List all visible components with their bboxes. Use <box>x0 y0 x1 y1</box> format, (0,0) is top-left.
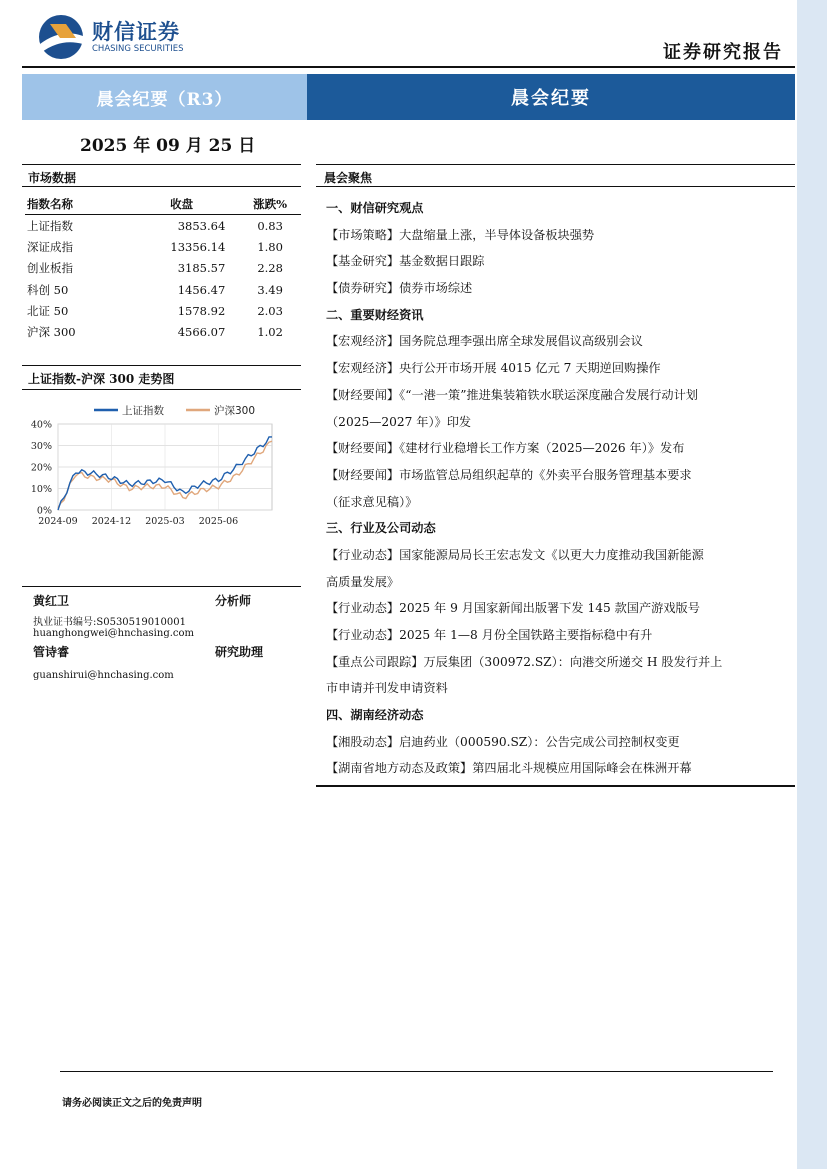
table-row <box>25 236 301 257</box>
analyst-role: 分析师 <box>215 594 252 608</box>
report-band-right: 晨会纪要 <box>307 74 795 120</box>
logo-mark-icon <box>36 14 86 60</box>
logo-text-en: CHASING SECURITIES <box>92 44 184 54</box>
y-tick-label: 30% <box>30 441 52 452</box>
analyst-cert: 执业证书编号:S0530519010001 <box>33 617 186 628</box>
market-rule-bottom <box>22 186 301 187</box>
col-header-change: 涨跌% <box>253 196 288 211</box>
table-row <box>25 321 301 342</box>
x-tick-label: 2024-12 <box>91 516 132 527</box>
table-row <box>25 215 301 237</box>
focus-rule-bottom <box>316 186 795 187</box>
index-name: 沪深 300 <box>27 325 76 340</box>
focus-heading: 二、重要财经资讯 <box>326 307 424 322</box>
assistant-role: 研究助理 <box>215 645 264 659</box>
focus-item: （征求意见稿）》 <box>326 494 418 509</box>
header-divider <box>22 66 795 68</box>
focus-item: 【行业动态】2025 年 1—8 月份全国铁路主要指标稳中有升 <box>326 628 653 642</box>
focus-heading: 三、行业及公司动态 <box>326 521 436 536</box>
trend-chart <box>24 398 302 528</box>
side-decoration-strip <box>797 0 827 1169</box>
footer-divider <box>60 1071 773 1072</box>
legend-label: 上证指数 <box>122 405 164 417</box>
legend-label: 沪深300 <box>214 405 256 417</box>
focus-rule-end <box>316 785 795 787</box>
index-close: 3185.57 <box>177 261 226 276</box>
index-name: 深证成指 <box>27 239 73 254</box>
focus-rule-top <box>316 164 795 165</box>
focus-item: 【宏观经济】国务院总理李强出席全球发展倡议高级别会议 <box>326 334 643 349</box>
market-table-header <box>25 193 301 215</box>
focus-item: 【财经要闻】市场监管总局组织起草的《外卖平台服务管理基本要求 <box>326 467 692 482</box>
index-change: 3.49 <box>257 282 283 297</box>
focus-item: 【市场策略】大盘缩量上涨，半导体设备板块强势 <box>326 227 595 242</box>
table-row <box>25 300 301 321</box>
table-row <box>25 279 301 300</box>
index-close: 1456.47 <box>177 282 226 297</box>
disclaimer-note: 请务必阅读正文之后的免责声明 <box>62 1098 202 1109</box>
company-logo <box>36 14 196 60</box>
focus-item: 【财经要闻】《建材行业稳增长工作方案（2025—2026 年）》发布 <box>326 441 685 456</box>
focus-item: 【行业动态】国家能源局局长王宏志发文《以更大力度推动我国新能源 <box>326 547 704 562</box>
report-date: 2025 年 09 月 25 日 <box>80 136 256 156</box>
assistant-email: guanshirui@hnchasing.com <box>33 670 174 681</box>
index-close: 13356.14 <box>170 239 226 254</box>
index-change: 2.28 <box>257 261 283 276</box>
x-tick-label: 2025-03 <box>145 516 185 527</box>
y-tick-label: 10% <box>30 484 52 495</box>
focus-item: （2025—2027 年）》印发 <box>326 414 472 429</box>
col-header-close: 收盘 <box>170 196 194 211</box>
focus-item: 【宏观经济】央行公开市场开展 4015 亿元 7 天期逆回购操作 <box>326 361 661 376</box>
focus-item: 【重点公司跟踪】万辰集团（300972.SZ）：向港交所递交 H 股发行并上 <box>326 654 723 669</box>
index-name: 上证指数 <box>27 218 73 233</box>
y-tick-label: 0% <box>36 505 52 517</box>
report-type: 证券研究报告 <box>663 42 783 63</box>
x-tick-label: 2024-09 <box>38 516 78 527</box>
index-name: 北证 50 <box>27 303 69 318</box>
focus-item: 【财经要闻】《“一港一策”推进集装箱铁水联运深度融合发展行动计划 <box>326 387 698 402</box>
focus-list <box>326 195 786 782</box>
focus-item: 【债券研究】债券市场综述 <box>326 281 473 296</box>
index-name: 科创 50 <box>27 282 69 297</box>
chart-rule-top <box>22 365 301 366</box>
index-change: 1.80 <box>257 239 283 254</box>
index-change: 1.02 <box>257 325 283 340</box>
y-tick-label: 40% <box>30 419 52 431</box>
report-band-left: 晨会纪要（R3） <box>22 74 307 120</box>
index-close: 3853.64 <box>177 218 226 233</box>
focus-item: 【行业动态】2025 年 9 月国家新闻出版署下发 145 款国产游戏版号 <box>326 601 700 616</box>
market-rule-top <box>22 164 301 165</box>
index-change: 0.83 <box>257 218 283 233</box>
index-name: 创业板指 <box>27 261 73 276</box>
focus-section-title: 晨会聚焦 <box>324 171 373 185</box>
col-header-index: 指数名称 <box>27 196 73 211</box>
y-tick-label: 20% <box>30 462 52 474</box>
chart-rule-bottom <box>22 389 301 390</box>
index-close: 4566.07 <box>177 325 226 340</box>
market-table <box>25 193 301 343</box>
focus-item: 【湖南省地方动态及政策】第四届北斗规模应用国际峰会在株洲开幕 <box>326 761 692 776</box>
analyst-rule <box>22 586 301 587</box>
analyst-name: 黄红卫 <box>33 594 70 608</box>
focus-item: 市申请并刊发申请资料 <box>326 681 448 696</box>
analyst-email: huanghongwei@hnchasing.com <box>33 628 195 639</box>
focus-heading: 四、湖南经济动态 <box>326 708 424 723</box>
focus-item: 【湘股动态】启迪药业（000590.SZ）：公告完成公司控制权变更 <box>326 734 680 749</box>
focus-item: 【基金研究】基金数据日跟踪 <box>326 254 485 269</box>
table-row <box>25 258 301 279</box>
index-close: 1578.92 <box>177 303 226 318</box>
logo-text-cn: 财信证券 <box>92 20 180 44</box>
chart-title: 上证指数-沪深 300 走势图 <box>28 372 175 386</box>
market-section-title: 市场数据 <box>28 171 77 185</box>
assistant-name: 管诗睿 <box>33 645 70 659</box>
focus-item: 高质量发展》 <box>326 574 400 589</box>
focus-heading: 一、财信研究观点 <box>326 201 424 215</box>
index-change: 2.03 <box>257 303 283 318</box>
x-tick-label: 2025-06 <box>198 516 239 527</box>
